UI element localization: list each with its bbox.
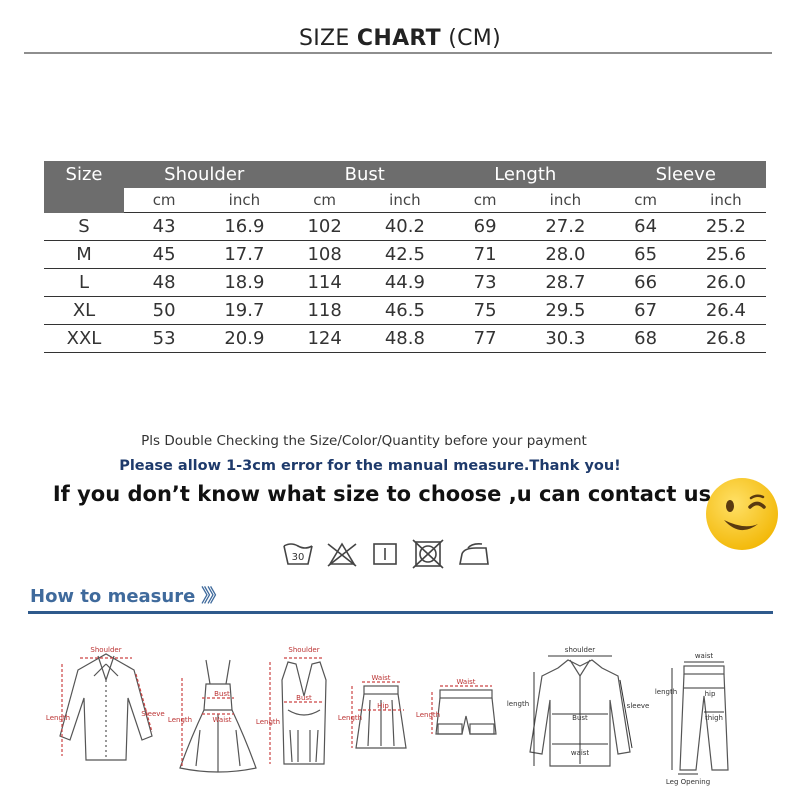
blouse-shoulder-label: Shoulder [90,646,122,654]
table-cell: 17.7 [204,240,284,268]
shirt-waist-label: waist [570,749,590,757]
shorts-length-label: Length [415,711,441,719]
table-cell: 65 [606,240,686,268]
unit-header: cm [285,188,365,212]
size-label: M [44,240,124,268]
double-chevron-right-icon: 》》 [201,586,223,607]
table-cell: 68 [606,324,686,352]
dress-waist-label: Waist [212,716,232,724]
unit-header: inch [686,188,766,212]
table-cell: 67 [606,296,686,324]
page-title: SIZE CHART (CM) [299,26,501,51]
table-cell: 28.7 [525,268,605,296]
table-cell: 16.9 [204,212,284,240]
blouse-sleeve-label: Sleeve [141,710,165,718]
size-label: XL [44,296,124,324]
pants-leg-opening-label: Leg Opening [665,778,711,786]
skirt-waist-label: Waist [371,674,391,682]
table-cell: 48.8 [365,324,445,352]
size-column-header: Size [44,161,124,188]
table-cell: 53 [124,324,204,352]
table-cell: 124 [285,324,365,352]
size-label: S [44,212,124,240]
blouse-length-label: Length [45,714,71,722]
size-label: L [44,268,124,296]
table-row [44,296,766,324]
iron-icon [460,544,488,564]
table-cell: 102 [285,212,365,240]
table-cell: 66 [606,268,686,296]
table-cell: 28.0 [525,240,605,268]
table-cell: 64 [606,212,686,240]
table-cell: 20.9 [204,324,284,352]
shirt-length-label: length [506,700,530,708]
table-cell: 73 [445,268,525,296]
line-dry-icon [374,544,396,564]
dress-bust-label: Bust [214,690,230,698]
unit-header: cm [606,188,686,212]
table-row [44,268,766,296]
sleeve-column-header: Sleeve [606,161,767,188]
table-cell: 43 [124,212,204,240]
table-cell: 44.9 [365,268,445,296]
table-cell: 46.5 [365,296,445,324]
unit-header: inch [525,188,605,212]
table-cell: 19.7 [204,296,284,324]
measurement-error-notice: Please allow 1-3cm error for the manual measure.Thank you! [119,458,621,474]
pants-waist-label: waist [694,652,714,660]
blouse-diagram [60,654,152,760]
vest-diagram [270,658,326,764]
how-to-measure-heading: How to measure 》》 [30,586,223,607]
table-cell: 29.5 [525,296,605,324]
unit-header: inch [365,188,445,212]
table-cell: 77 [445,324,525,352]
size-label: XXL [44,324,124,352]
bust-column-header: Bust [285,161,446,188]
table-cell: 25.6 [686,240,766,268]
care-instructions [282,538,492,570]
pants-hip-label: hip [704,690,716,698]
title-divider [24,52,772,54]
size-unit-blank [44,188,124,212]
no-bleach-icon [328,544,356,566]
unit-header: cm [445,188,525,212]
table-cell: 42.5 [365,240,445,268]
table-cell: 118 [285,296,365,324]
table-cell: 75 [445,296,525,324]
shirt-shoulder-label: shoulder [564,646,596,654]
dress-length-label: Length [167,716,193,724]
vest-bust-label: Bust [296,694,312,702]
table-cell: 71 [445,240,525,268]
length-column-header: Length [445,161,606,188]
table-cell: 108 [285,240,365,268]
table-cell: 45 [124,240,204,268]
table-row [44,324,766,352]
wash-30-icon [284,544,312,564]
table-cell: 25.2 [686,212,766,240]
vest-shoulder-label: Shoulder [288,646,320,654]
skirt-length-label: Length [337,714,363,722]
measurement-diagrams [40,640,775,790]
vest-length-label: Length [255,718,281,726]
table-cell: 26.0 [686,268,766,296]
skirt-hip-label: Hip [377,702,389,710]
table-cell: 27.2 [525,212,605,240]
shoulder-column-header: Shoulder [124,161,285,188]
shorts-waist-label: Waist [456,678,476,686]
pants-thigh-label: thigh [704,714,724,722]
table-cell: 114 [285,268,365,296]
table-cell: 69 [445,212,525,240]
shorts-diagram [432,686,496,734]
shirt-sleeve-label: sleeve [626,702,650,710]
table-cell: 48 [124,268,204,296]
shirt-bust-label: Bust [572,714,588,722]
winking-face-icon [704,476,780,552]
how-to-measure-divider [28,611,773,614]
table-cell: 30.3 [525,324,605,352]
unit-header: cm [124,188,204,212]
table-cell: 40.2 [365,212,445,240]
contact-us-notice: If you don’t know what size to choose ,u can contact us [52,482,712,506]
table-cell: 26.4 [686,296,766,324]
size-chart-table [44,161,766,353]
table-cell: 26.8 [686,324,766,352]
double-check-notice: Pls Double Checking the Size/Color/Quantity before your payment [141,433,587,449]
table-cell: 50 [124,296,204,324]
table-row [44,240,766,268]
table-cell: 18.9 [204,268,284,296]
no-tumble-dry-icon [413,540,443,568]
unit-header: inch [204,188,284,212]
pants-length-label: length [654,688,678,696]
table-row [44,212,766,240]
wash-temperature: 30 [291,552,305,563]
